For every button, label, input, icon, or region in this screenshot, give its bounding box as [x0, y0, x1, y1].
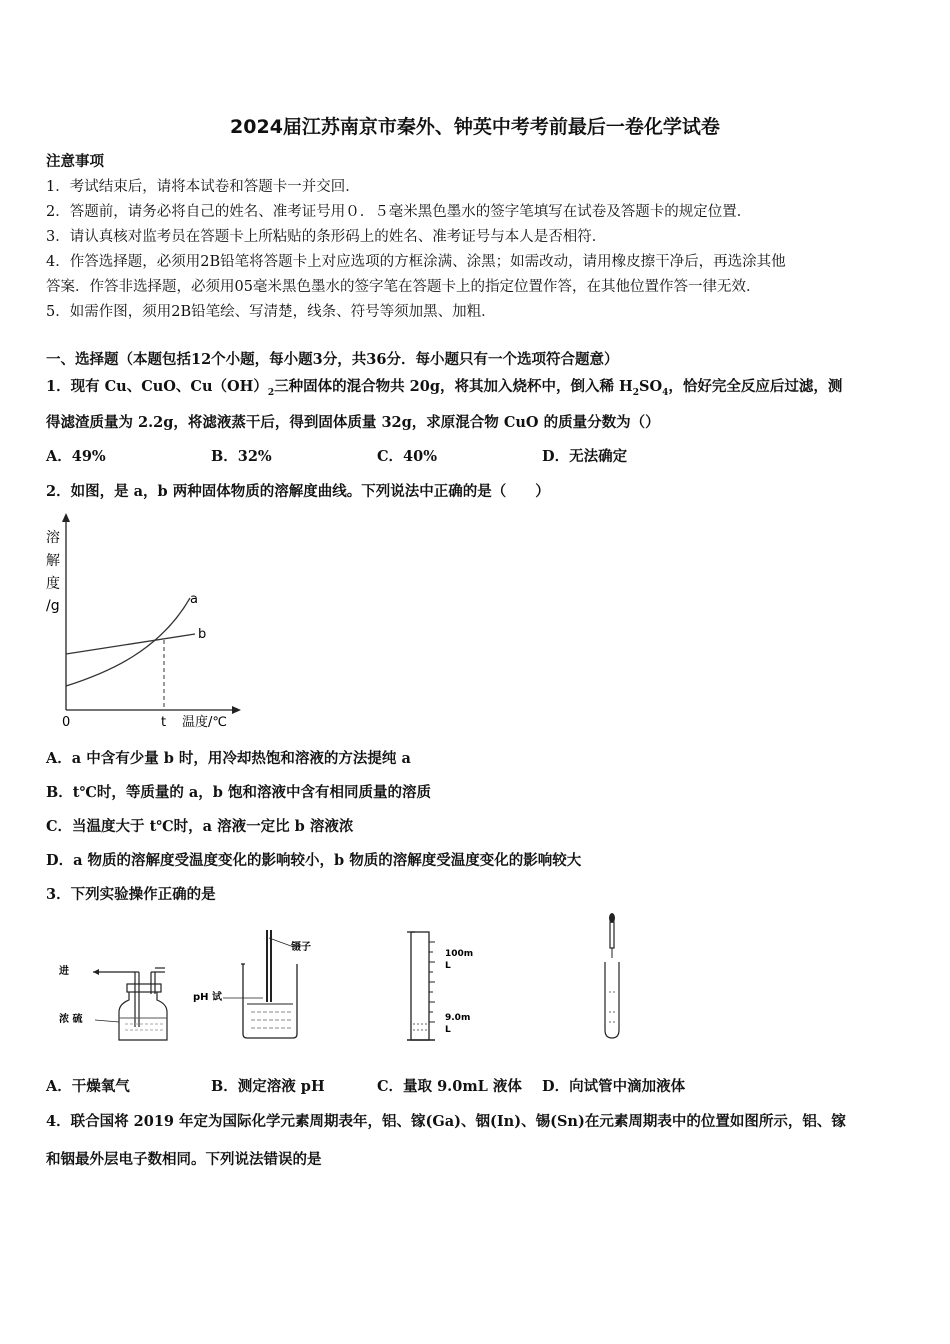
q1-option-d[interactable]: D．无法确定: [542, 448, 628, 465]
q4-stem-line2: 和铟最外层电子数相同。下列说法错误的是: [46, 1151, 322, 1168]
q1-option-a[interactable]: A．49%: [46, 448, 106, 465]
curve-a: [66, 598, 190, 686]
q2-option-a[interactable]: A．a 中含有少量 b 时，用冷却热饱和溶液的方法提纯 a: [46, 750, 411, 767]
y-label-char: 度: [46, 576, 60, 592]
label-in: 进: [59, 966, 69, 977]
q4-stem-line1: 4．联合国将 2019 年定为国际化学元素周期表年，铝、镓(Ga)、铟(In)、锡(Sn)在元素周期表中的位置如图所示，铝、镓: [46, 1113, 846, 1130]
q2-stem: 2．如图，是 a，b 两种固体物质的溶解度曲线。下列说法中正确的是（ ）: [46, 483, 550, 500]
q3-option-d[interactable]: D．向试管中滴加液体: [542, 1078, 686, 1095]
label-cyl-bottom-unit: L: [445, 1025, 451, 1035]
q3-option-b[interactable]: B．测定溶液 pH: [211, 1078, 325, 1095]
y-label-char: 溶: [46, 530, 60, 546]
x-axis-arrow: [232, 706, 241, 714]
q1-stem-line1: 1．现有 Cu、CuO、$Cu(OH)_2$三种固体的混合物共 20g，将其加入烧杯中，倒入稀 $H_2SO_4$，恰好完全反应后过滤，测: [46, 378, 843, 398]
label-liquid: 浓 硫: [59, 1014, 83, 1025]
notice-item: 3．请认真核对监考员在答题卡上所粘贴的条形码上的姓名、准考证号与本人是否相符．: [46, 229, 607, 245]
q2-option-c[interactable]: C．当温度大于 t℃时，a 溶液一定比 b 溶液浓: [46, 818, 354, 835]
curve-b: [66, 634, 195, 654]
label-cyl-bottom: 9.0m: [445, 1013, 471, 1023]
q2-option-d[interactable]: D．a 物质的溶解度受温度变化的影响较小，b 物质的溶解度受温度变化的影响较大: [46, 852, 582, 869]
dropper-test-tube-figure: [605, 913, 619, 1038]
beaker-ph-figure: [193, 930, 311, 1038]
y-label-char: 解: [46, 553, 60, 569]
notice-item: 4．作答选择题，必须用2B铅笔将答题卡上对应选项的方框涂满、涂黑；如需改动，请用橡皮擦干净后，再选涂其他: [46, 254, 786, 270]
label-cyl-top: 100m: [445, 949, 474, 959]
label-cyl-top-unit: L: [445, 961, 451, 971]
q1-option-c[interactable]: C．40%: [377, 448, 437, 465]
q3-option-a[interactable]: A．干燥氧气: [46, 1078, 130, 1095]
lab-operations-figure: [55, 912, 675, 1062]
curve-b-label: b: [198, 627, 207, 642]
curve-a-label: a: [190, 592, 198, 607]
page-title: 2024届江苏南京市秦外、钟英中考考前最后一卷化学试卷: [230, 116, 720, 138]
solubility-curve-figure: [40, 510, 250, 735]
origin-label: 0: [62, 715, 71, 730]
y-axis-arrow: [62, 513, 70, 522]
x-axis-label: 温度/℃: [182, 715, 227, 730]
q3-stem: 3．下列实验操作正确的是: [46, 886, 216, 903]
section-heading: 一、选择题（本题包括12个小题，每小题3分，共36分．每小题只有一个选项符合题意）: [46, 351, 619, 368]
notice-item: 5．如需作图，须用2B铅笔绘、写清楚，线条、符号等须加黑、加粗．: [46, 304, 496, 320]
gas-washing-bottle-figure: [58, 964, 167, 1040]
notice-heading: 注意事项: [46, 153, 104, 170]
label-ph: pH 试: [193, 992, 223, 1003]
q1-stem-line2: 得滤渣质量为 2.2g，将滤液蒸干后，得到固体质量 32g，求原混合物 CuO 的质量分数为（）: [46, 414, 660, 431]
q2-option-b[interactable]: B．t℃时，等质量的 a，b 饱和溶液中含有相同质量的溶质: [46, 784, 431, 801]
notice-item: 答案．作答非选择题，必须用05毫米黑色墨水的签字笔在答题卡上的指定位置作答，在其他位置作答一律无效．: [46, 279, 761, 295]
t-label: t: [161, 715, 167, 730]
notice-item: 1．考试结束后，请将本试卷和答题卡一并交回．: [46, 179, 360, 195]
graduated-cylinder-figure: [407, 932, 473, 1040]
q1-option-b[interactable]: B．32%: [211, 448, 272, 465]
notice-item: 2．答题前，请务必将自己的姓名、准考证号用０．５毫米黑色墨水的签字笔填写在试卷及答题卡的规定位置．: [46, 204, 752, 220]
y-label-char: /g: [46, 598, 60, 614]
label-tweezers: 镊子: [291, 942, 311, 953]
q3-option-c[interactable]: C．量取 9.0mL 液体: [377, 1078, 522, 1095]
